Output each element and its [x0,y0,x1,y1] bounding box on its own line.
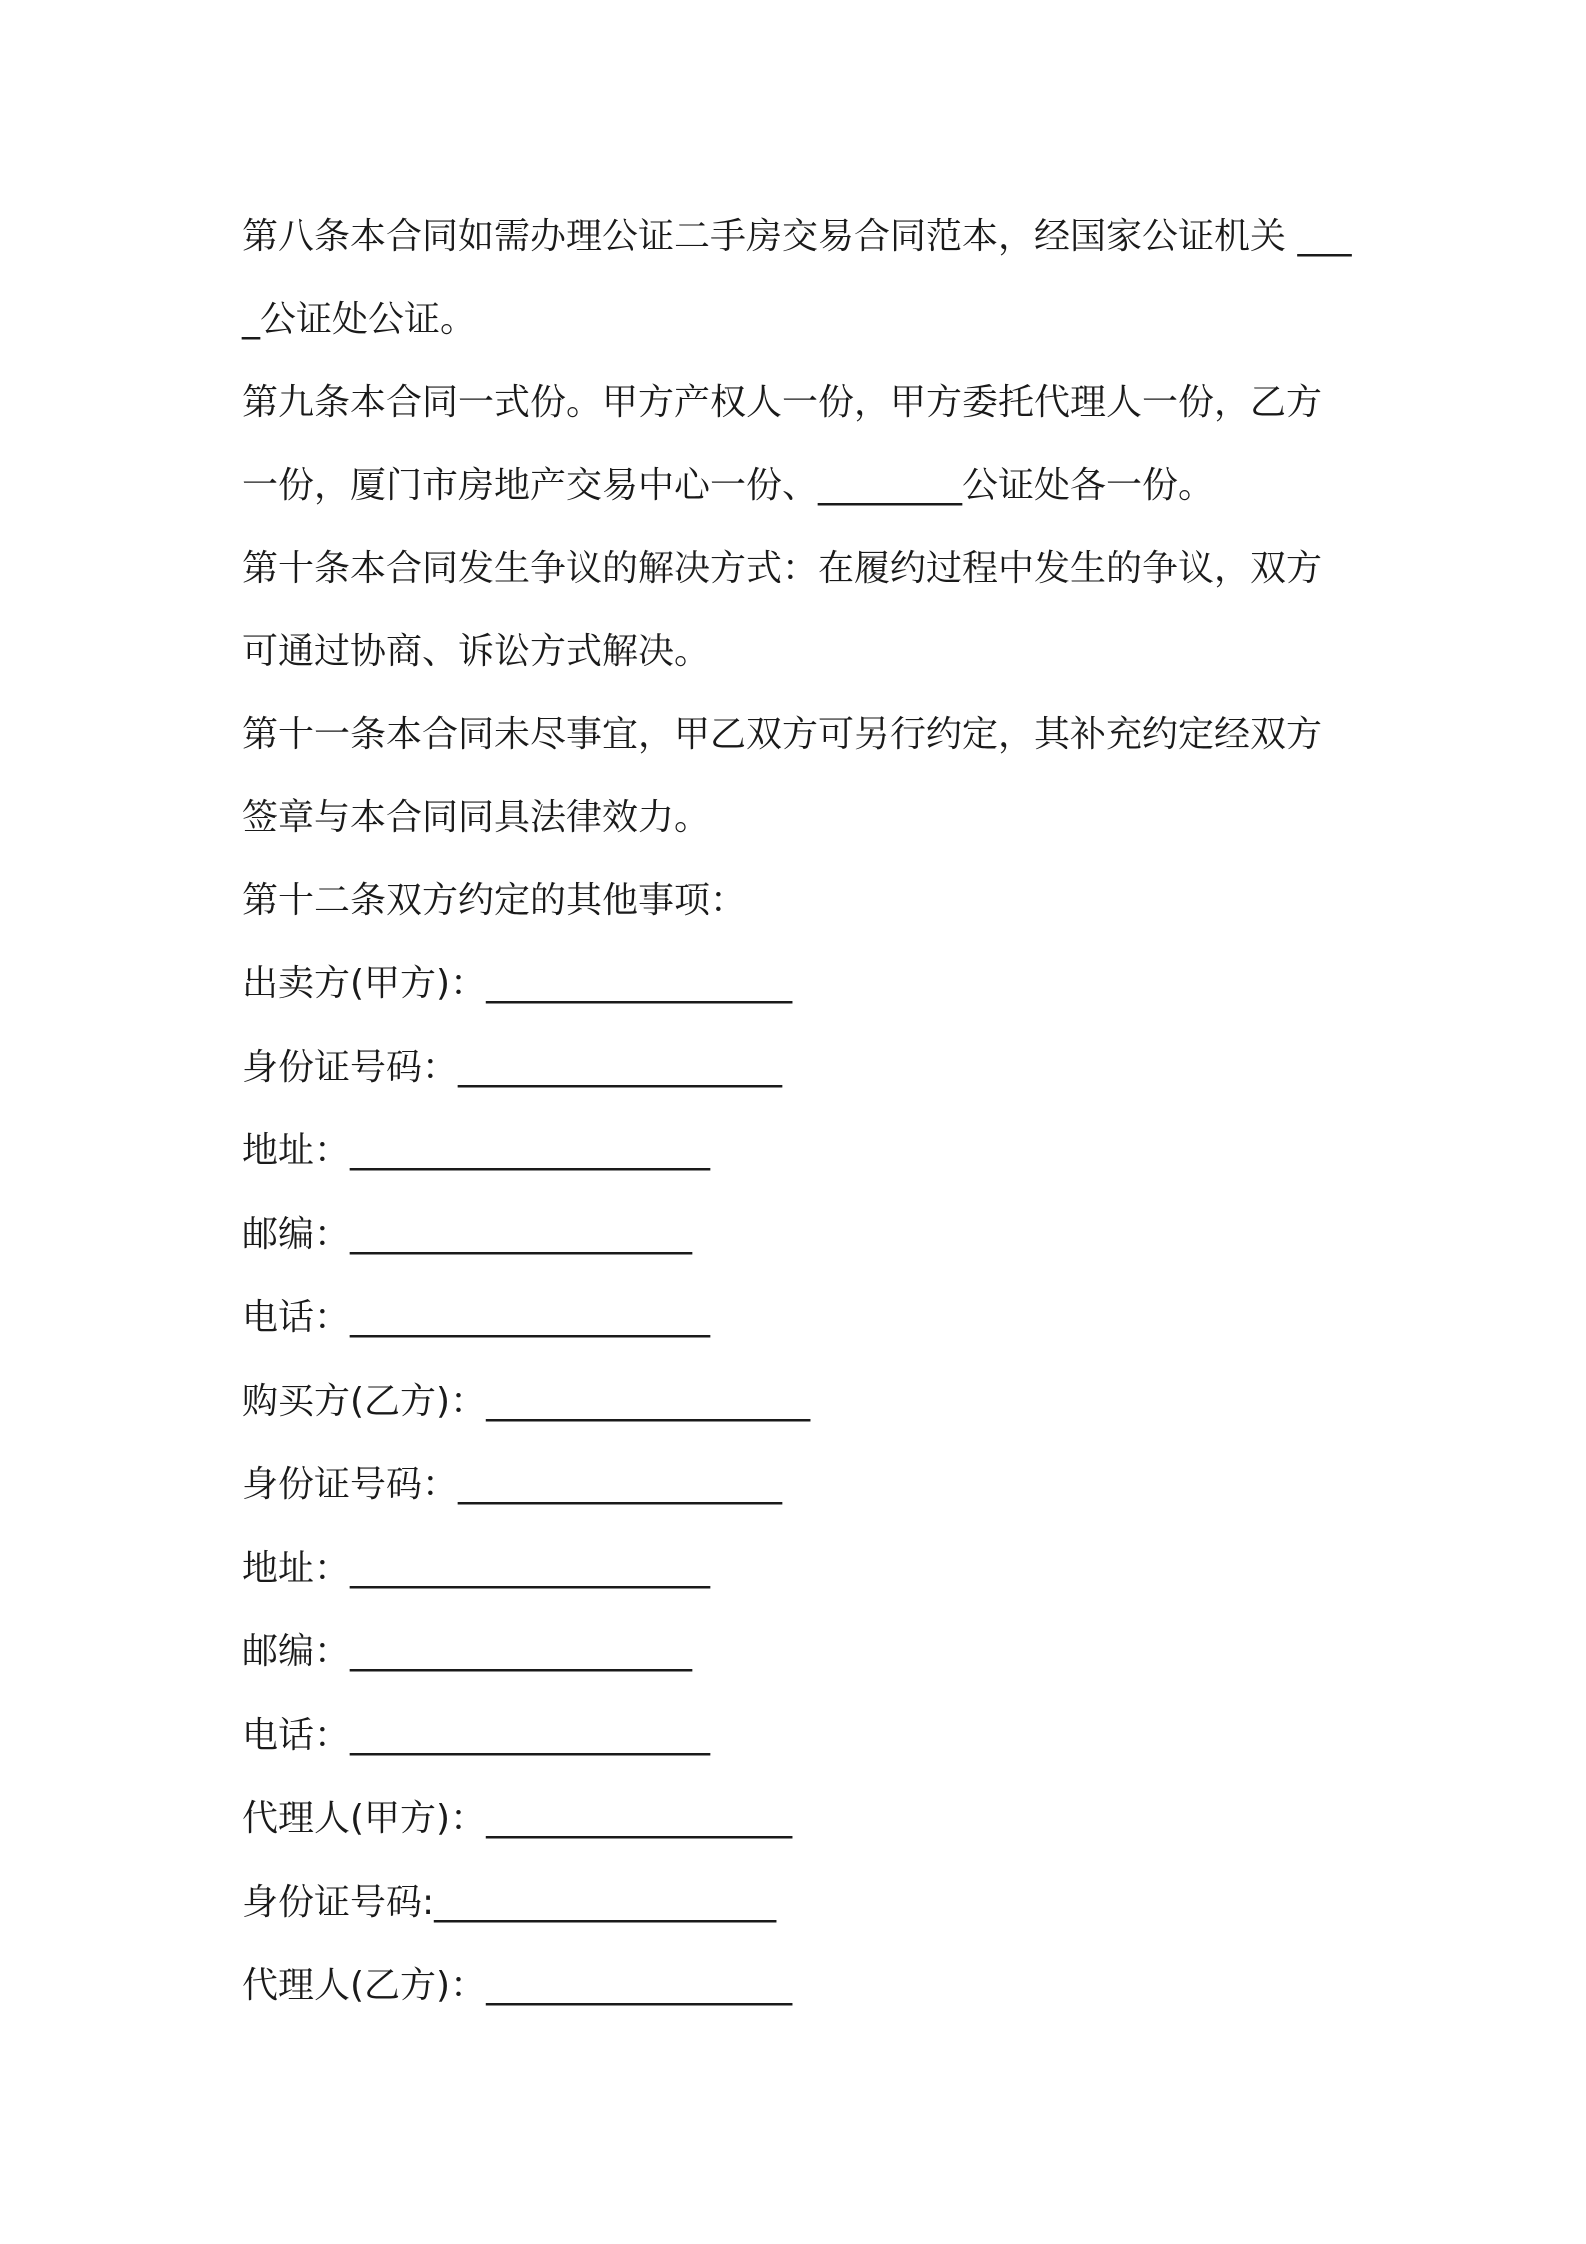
fill-in-blank: ____________________ [350,1297,711,1338]
seller-phone-field [242,1276,1357,1360]
fill-in-blank: __________________ [486,1380,811,1422]
clause-8: 第八条本合同如需办理公证二手房交易合同范本，经国家公证机关 ____公证处公证。 [242,216,1352,340]
fill-in-blank: _________________ [486,1965,793,2006]
clause-10: 第十条本合同发生争议的解决方式：在履约过程中发生的争议，双方可通过协商、诉讼方式解决。 [242,548,1323,672]
buyer-postcode-field [242,1610,1357,1694]
seller-id-field [242,1026,1357,1110]
field-label: 电话： [242,1714,351,1756]
contract-body [242,195,1357,2028]
field-label: 代理人(甲方)： [242,1798,487,1839]
field-label: 出卖方(甲方)： [242,963,487,1004]
seller-address-field [242,1109,1357,1193]
field-label: 代理人(乙方)： [242,1965,487,2006]
buyer-agent-field [242,1944,1357,2028]
clause-11: 第十一条本合同未尽事宜，甲乙双方可另行约定，其补充约定经双方签章与本合同同具法律效力。 [242,714,1323,838]
field-label: 身份证号码： [242,1464,459,1505]
fill-in-blank: ___________________ [434,1881,777,1923]
clause-9: 第九条本合同一式份。甲方产权人一份，甲方委托代理人一份，乙方一份，厦门市房地产交易中心一份、________公证处各一份。 [242,382,1323,506]
fill-in-blank: __________________ [458,1046,783,1088]
field-label: 身份证号码: [242,1881,435,1923]
seller-name-field [242,942,1357,1026]
fill-in-blank: ____________________ [350,1547,711,1589]
field-label: 地址： [242,1547,351,1589]
fill-in-blank: ___________________ [350,1631,693,1672]
field-label: 购买方(乙方)： [242,1380,487,1422]
fill-in-blank: _________________ [486,1798,793,1839]
field-label: 邮编： [242,1631,351,1672]
buyer-address-field [242,1527,1357,1611]
field-label: 电话： [242,1297,351,1338]
fill-in-blank: _________________ [486,963,793,1004]
fill-in-blank: ____________________ [350,1130,711,1171]
field-label: 邮编： [242,1213,351,1255]
seller-agent-field [242,1777,1357,1861]
fill-in-blank: ___________________ [350,1213,693,1255]
field-label: 地址： [242,1130,351,1171]
agent-id-field [242,1861,1357,1945]
seller-postcode-field [242,1193,1357,1277]
buyer-name-field [242,1360,1357,1444]
fill-in-blank: __________________ [458,1464,783,1505]
fill-in-blank: ____________________ [350,1714,711,1756]
field-label: 身份证号码： [242,1046,459,1088]
buyer-id-field [242,1443,1357,1527]
buyer-phone-field [242,1694,1357,1778]
clause-12: 第十二条双方约定的其他事项： [242,880,747,921]
